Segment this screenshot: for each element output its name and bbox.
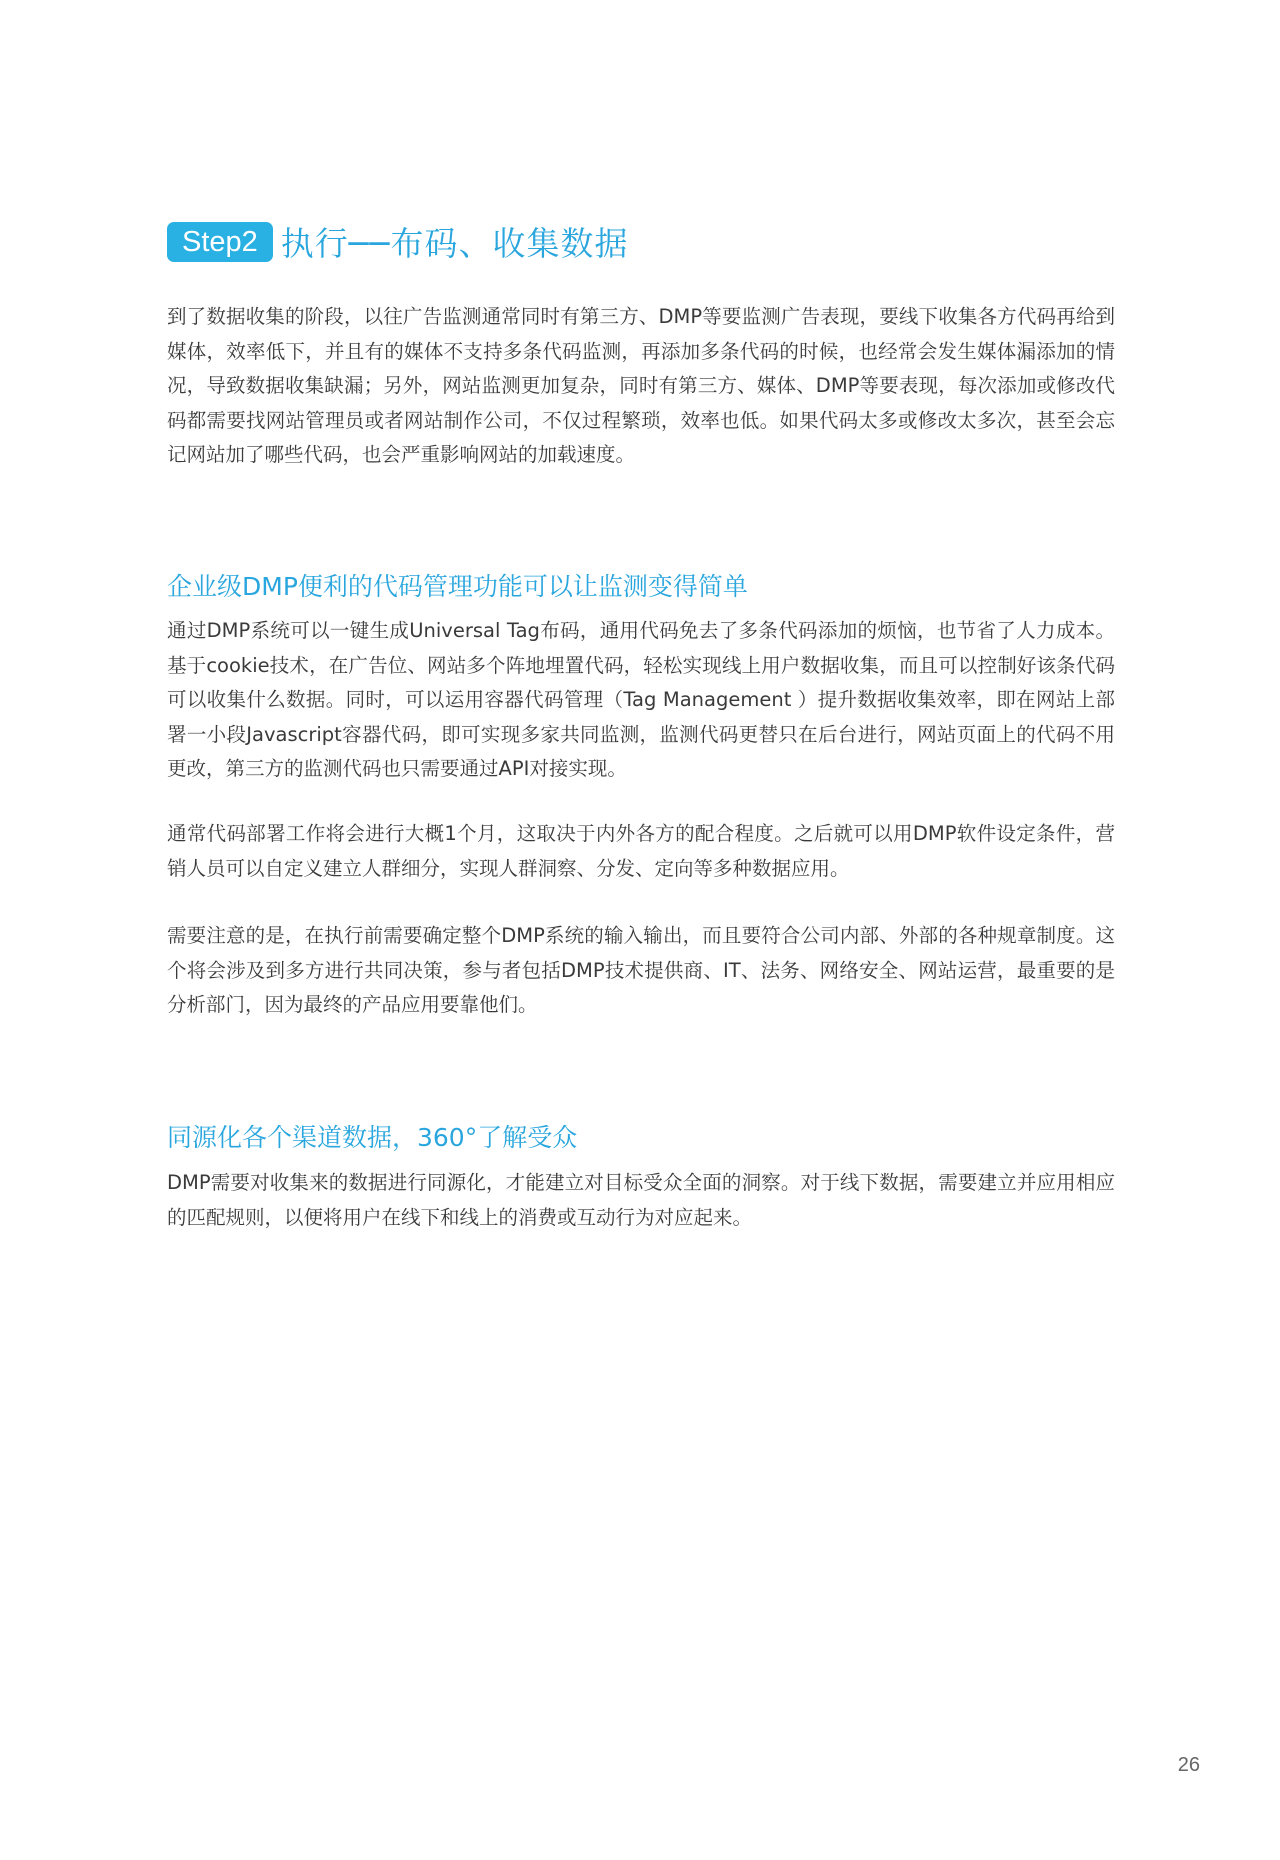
page-number: 26 [1177, 1754, 1200, 1776]
paragraph-deployment: 通常代码部署工作将会进行大概1个月，这取决于内外各方的配合程度。之后就可以用DMP软件设定条件，营销人员可以自定义建立人群细分，实现人群洞察、分发、定向等多种数据应用。 [167, 822, 1115, 880]
paragraph-homologous: DMP需要对收集来的数据进行同源化，才能建立对目标受众全面的洞察。对于线下数据，需要建立并应用相应的匹配规则，以便将用户在线下和线上的消费或互动行为对应起来。 [167, 1171, 1115, 1229]
intro-paragraph: 到了数据收集的阶段，以往广告监测通常同时有第三方、DMP等要监测广告表现，要线下收集各方代码再给到媒体，效率低下，并且有的媒体不支持多条代码监测，再添加多条代码的时候，也经常会发生媒体漏添加的情况，导致数据收集缺漏；另外，网站监测更加复杂，同时有第三方、媒体、DMP等要表现，每次添加或修改代码都需要找网站管理员或者网站制作公司，不仅过程繁琐，效率也低。如果代码太多或修改太多次，甚至会忘记网站加了哪些代码，也会严重影响网站的加载速度。 [167, 305, 1115, 466]
step-badge: Step2 [167, 222, 273, 262]
step-header [167, 218, 629, 265]
section-heading-code-management: 企业级DMP便利的代码管理功能可以让监测变得简单 [167, 572, 748, 601]
paragraph-notice: 需要注意的是，在执行前需要确定整个DMP系统的输入输出，而且要符合公司内部、外部的各种规章制度。这个将会涉及到多方进行共同决策，参与者包括DMP技术提供商、IT、法务、网络安全、网站运营，最重要的是分析部门，因为最终的产品应用要靠他们。 [167, 924, 1115, 1016]
step-title: 执行──布码、收集数据 [280, 224, 629, 263]
section-heading-homologous-data: 同源化各个渠道数据，360°了解受众 [167, 1123, 578, 1152]
paragraph-universal-tag: 通过DMP系统可以一键生成Universal Tag布码，通用代码免去了多条代码添加的烦恼，也节省了人力成本。基于cookie技术，在广告位、网站多个阵地埋置代码，轻松实现线上用户数据收集，而且可以控制好该条代码可以收集什么数据。同时，可以运用容器代码管理（Tag Management ）提升数据收集效率，即在网站上部署一小段Javascript容器代码，即可实现多家共同监测，监测代码更替只在后台进行，网站页面上的代码不用更改，第三方的监测代码也只需要通过API对接实现。 [167, 619, 1115, 780]
